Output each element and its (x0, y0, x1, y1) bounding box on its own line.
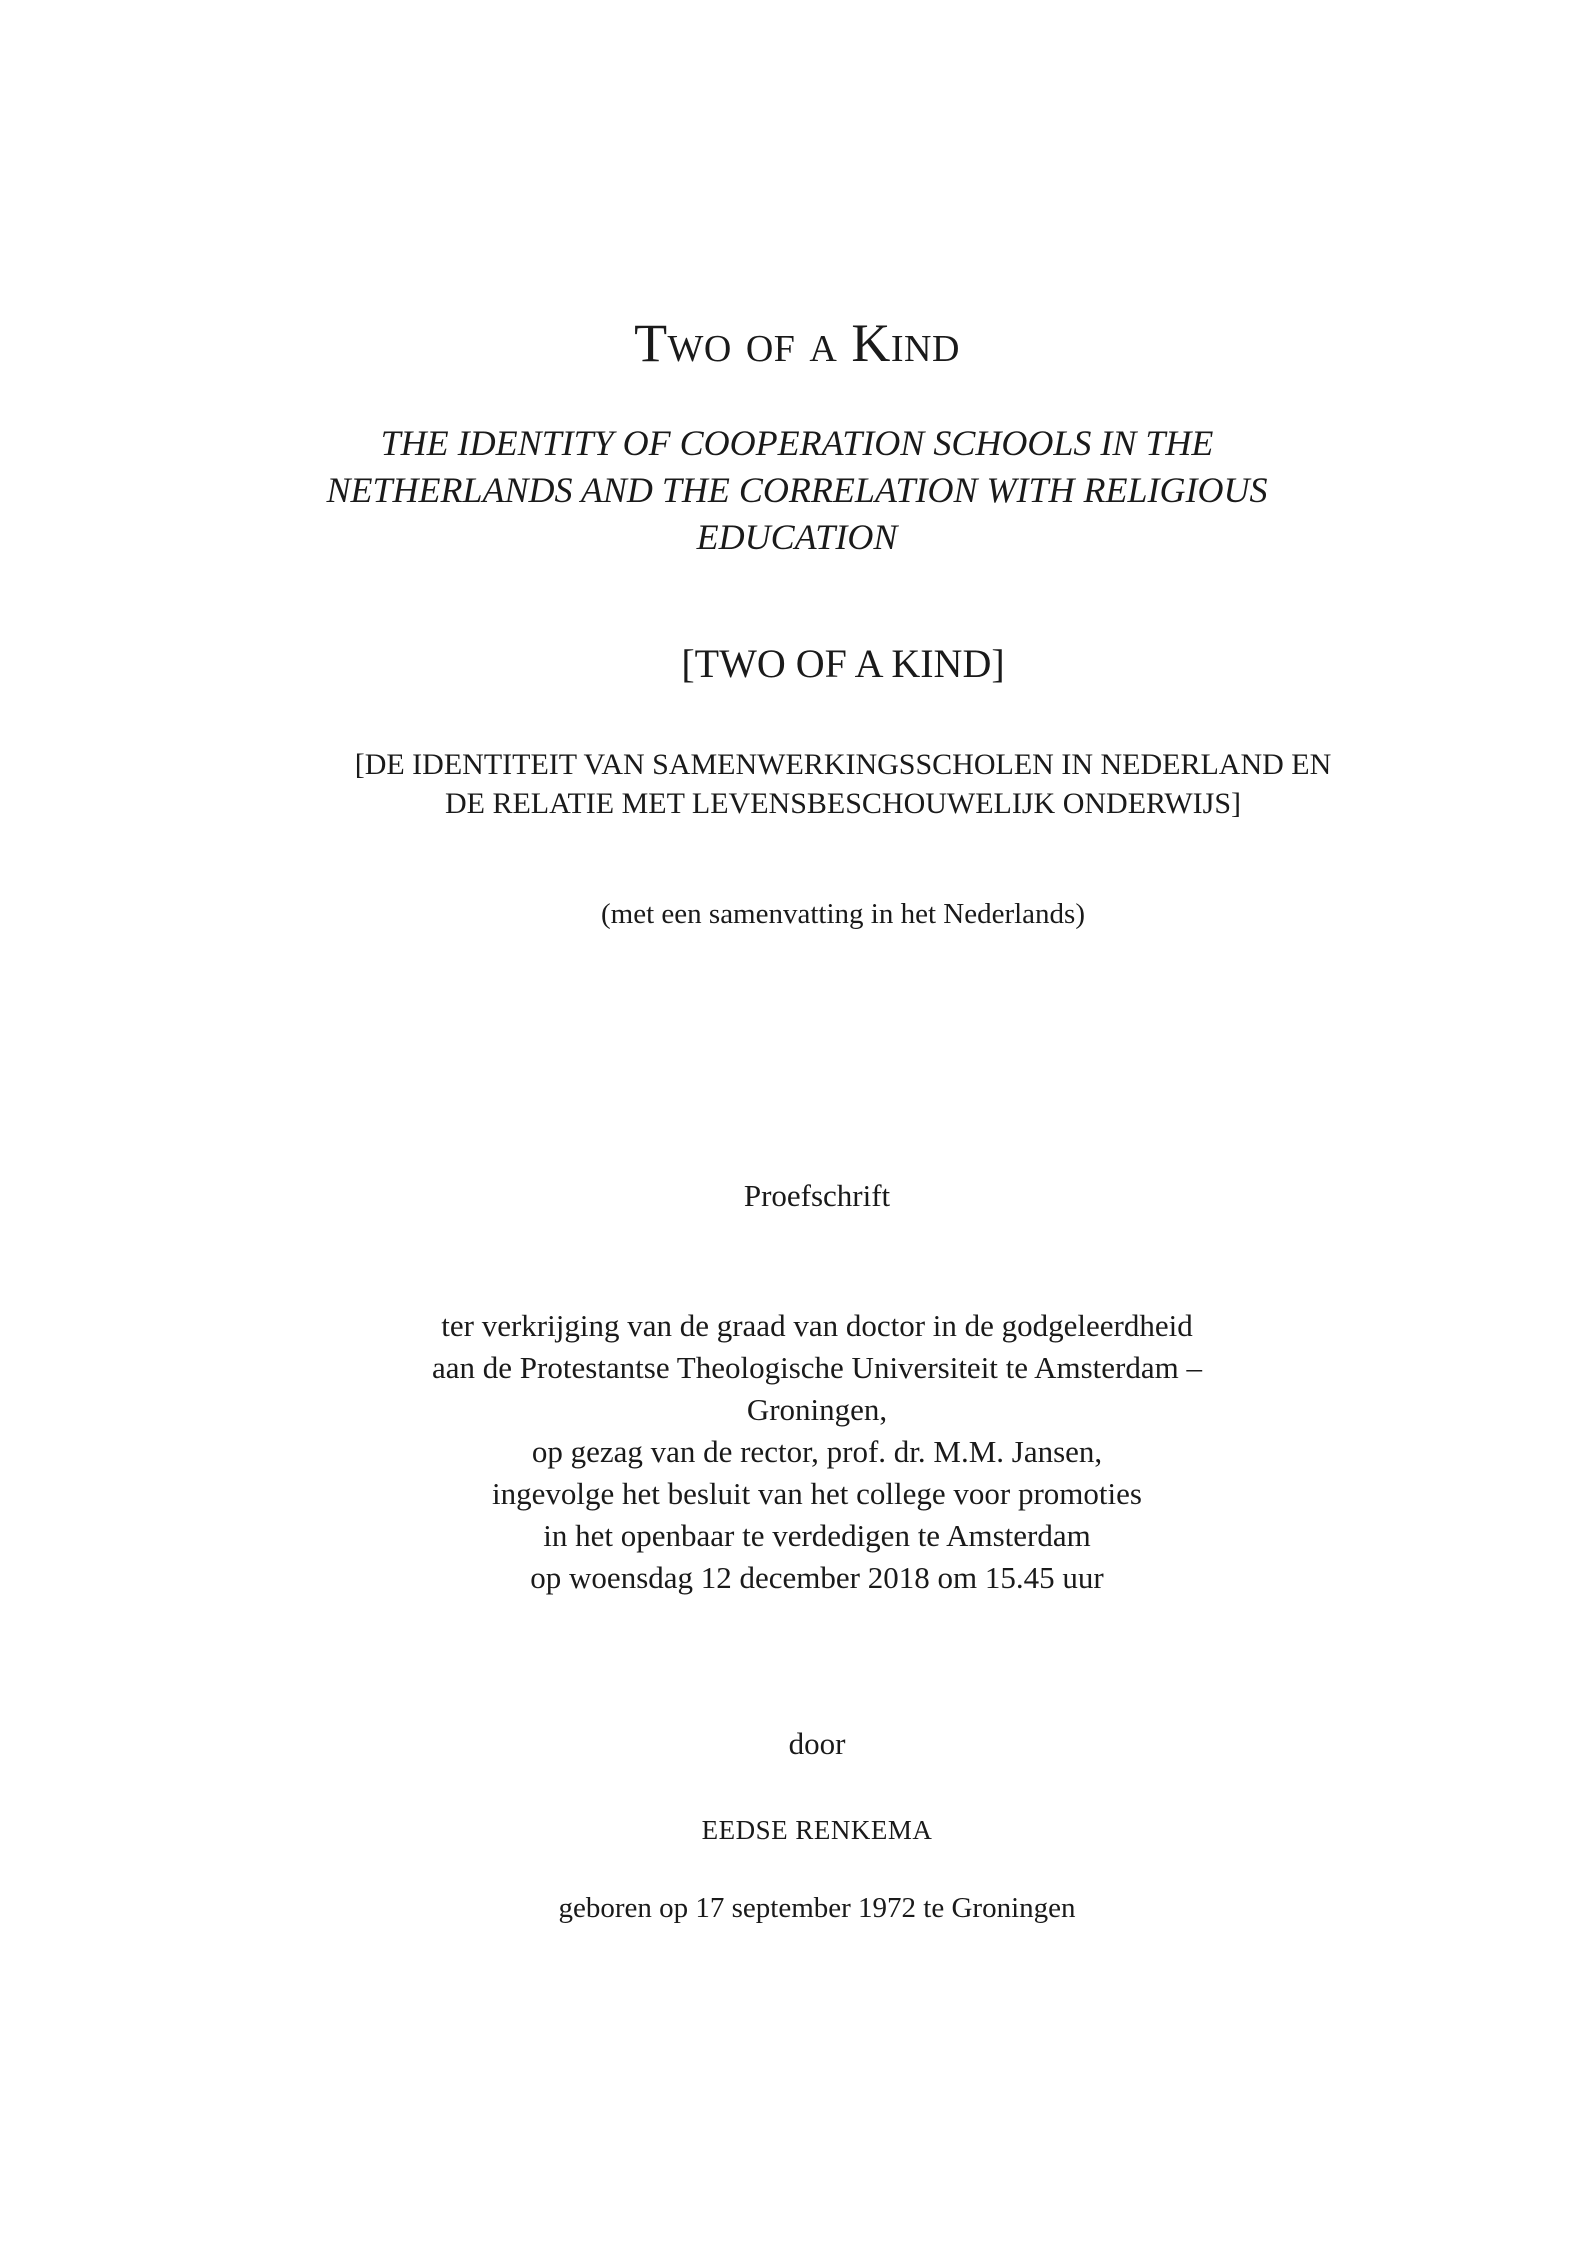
subtitle-line: THE IDENTITY OF COOPERATION SCHOOLS IN THE (380, 423, 1214, 463)
thesis-title: Two of a Kind (634, 313, 960, 373)
subtitle-line: NETHERLANDS AND THE CORRELATION WITH RELIGIOUS (326, 470, 1268, 510)
degree-line: Groningen, (746, 1392, 888, 1427)
dutch-subtitle (46, 745, 1594, 823)
author-name: EEDSE RENKEMA (701, 1815, 933, 1845)
door-label: door (788, 1726, 846, 1761)
degree-line: op woensdag 12 december 2018 om 15.45 uur (530, 1560, 1104, 1595)
subtitle-line: EDUCATION (696, 517, 898, 557)
degree-line: ter verkrijging van de graad van doctor in de godgeleerdheid (441, 1308, 1193, 1343)
proefschrift-label: Proefschrift (743, 1178, 891, 1213)
birth-info: geboren op 17 september 1972 te Groningen (558, 1892, 1076, 1924)
degree-line: in het openbaar te verdedigen te Amsterdam (543, 1518, 1091, 1553)
thesis-subtitle (0, 420, 1594, 561)
summary-note: (met een samenvatting in het Nederlands) (601, 898, 1085, 930)
dutch-subtitle-line: [DE IDENTITEIT VAN SAMENWERKINGSSCHOLEN IN NEDERLAND EN (354, 748, 1332, 781)
degree-line: aan de Protestantse Theologische Universiteit te Amsterdam – (432, 1350, 1202, 1385)
degree-statement (20, 1305, 1594, 1599)
dutch-title: [TWO OF A KIND] (681, 641, 1005, 686)
degree-line: ingevolge het besluit van het college voor promoties (492, 1476, 1142, 1511)
degree-line: op gezag van de rector, prof. dr. M.M. Jansen, (531, 1434, 1103, 1469)
dutch-subtitle-line: DE RELATIE MET LEVENSBESCHOUWELIJK ONDERWIJS] (444, 787, 1242, 820)
